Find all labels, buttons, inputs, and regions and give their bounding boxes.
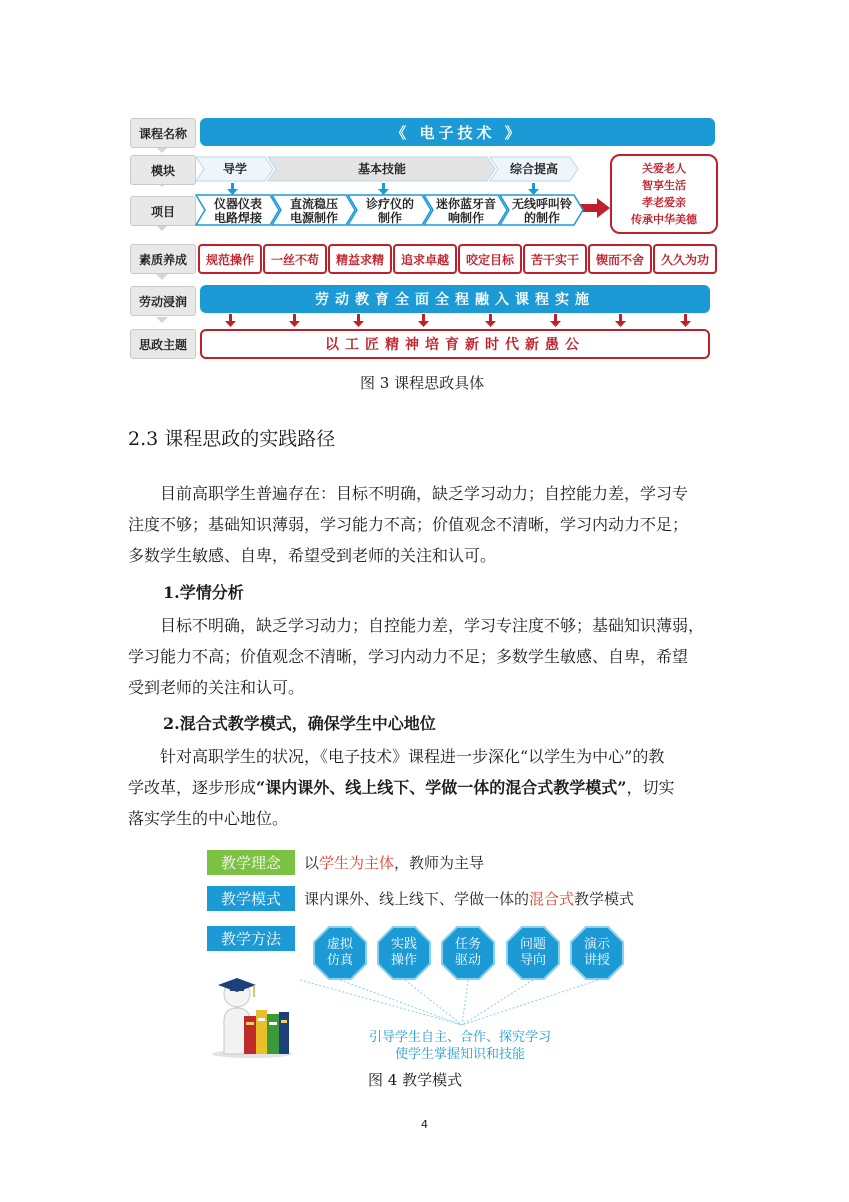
project-5-line2: 的制作 — [523, 210, 560, 225]
method-2-line2: 操作 — [390, 953, 417, 968]
project-1-line1: 仪器仪表 — [213, 196, 262, 211]
mode-red: 混合式 — [529, 890, 575, 908]
value-3: 孝老爱亲 — [642, 196, 686, 209]
value-2: 智享生活 — [642, 179, 686, 192]
module-intro: 导学 — [222, 162, 247, 176]
page-number: 4 — [421, 1118, 428, 1131]
quality-5: 咬定目标 — [458, 244, 522, 274]
project-4-line2: 响制作 — [447, 210, 484, 225]
method-5-line2: 讲授 — [583, 953, 610, 968]
concept-red: 学生为主体 — [319, 854, 395, 872]
tag-method: 教学方法 — [207, 926, 295, 951]
intro-line-2: 注度不够；基础知识薄弱，学习能力不高；价值观念不清晰，学习内动力不足； — [128, 515, 689, 534]
section-heading: 2.3 课程思政的实践路径 — [128, 428, 336, 450]
method-2-line1: 实践 — [390, 937, 417, 952]
row-label-quality: 素质养成 — [130, 244, 196, 274]
graduate-with-books-icon — [206, 966, 298, 1058]
quality-7: 锲而不舍 — [588, 244, 652, 274]
figure3-caption: 图 3 课程思政具体 — [360, 374, 485, 392]
tag-concept: 教学理念 — [207, 850, 295, 875]
goal-line-2: 使学生掌握知识和技能 — [394, 1047, 525, 1062]
method-simulation — [313, 926, 367, 980]
project-2-line2: 电源制作 — [289, 210, 338, 225]
row-label-project: 项目 — [130, 196, 196, 226]
module-basic: 基本技能 — [357, 162, 406, 176]
project-3-line2: 制作 — [377, 210, 402, 225]
method-3-line2: 驱动 — [454, 953, 481, 968]
quality-3: 精益求精 — [328, 244, 392, 274]
labor-bar: 劳动教育全面全程融入课程实施 — [200, 285, 710, 313]
subheading-1: 1.学情分析 — [163, 583, 244, 602]
figure4-caption: 图 4 教学模式 — [368, 1071, 463, 1089]
analysis-line-3: 受到老师的关注和认可。 — [128, 678, 305, 697]
analysis-line-2: 学习能力不高；价值观念不清晰，学习内动力不足；多数学生敏感、自卑，希望 — [128, 647, 689, 666]
concept-a: 以 — [304, 854, 320, 872]
method-task — [441, 926, 495, 980]
method-1-line2: 仿真 — [326, 953, 353, 968]
project-1-line2: 电路焊接 — [213, 210, 262, 225]
row-label-labor: 劳动浸润 — [130, 286, 196, 316]
intro-line-3: 多数学生敏感、自卑，希望受到老师的关注和认可。 — [128, 546, 497, 565]
quality-2: 一丝不苟 — [263, 244, 327, 274]
method-1-line1: 虚拟 — [326, 937, 353, 952]
quality-4: 追求卓越 — [393, 244, 457, 274]
mode-line-3: 落实学生的中心地位。 — [128, 809, 289, 828]
mode-line-2-c: ，切实 — [626, 778, 675, 797]
tag-mode: 教学模式 — [207, 886, 295, 911]
method-3-line1: 任务 — [454, 937, 481, 952]
mode-a: 课内课外、线上线下、学做一体的 — [304, 890, 530, 908]
method-5-line1: 演示 — [583, 937, 610, 952]
row-label-module: 模块 — [130, 155, 196, 185]
mode-line-2-a: 学改革，逐步形成 — [128, 778, 257, 797]
row-label-course: 课程名称 — [130, 118, 196, 148]
subheading-2: 2.混合式教学模式，确保学生中心地位 — [163, 714, 436, 733]
project-4-line1: 迷你蓝牙音 — [435, 196, 496, 211]
mode-line-2-bold: “课内课外、线上线下、学做一体的混合式教学模式” — [256, 778, 627, 797]
project-3-line1: 诊疗仪的 — [365, 196, 414, 211]
method-4-line2: 导向 — [519, 953, 546, 968]
concept-b: ，教师为主导 — [394, 854, 485, 872]
method-demo — [570, 926, 624, 980]
quality-1: 规范操作 — [198, 244, 262, 274]
module-advanced: 综合提高 — [509, 162, 558, 176]
project-5-line1: 无线呼叫铃 — [511, 196, 572, 211]
analysis-line-1: 目标不明确，缺乏学习动力；自控能力差，学习专注度不够；基础知识薄弱， — [160, 616, 705, 635]
course-title-bar: 《 电子技术 》 — [200, 118, 715, 146]
mode-b: 教学模式 — [574, 890, 635, 908]
row-label-theme: 思政主题 — [130, 329, 196, 359]
quality-6: 苦干实干 — [523, 244, 587, 274]
intro-line-1: 目前高职学生普遍存在：目标不明确，缺乏学习动力；自控能力差，学习专 — [160, 484, 689, 503]
value-4: 传承中华美德 — [631, 213, 697, 226]
theme-bar: 以工匠精神培育新时代新愚公 — [200, 329, 710, 359]
quality-8: 久久为功 — [653, 244, 717, 274]
goal-line-1: 引导学生自主、合作、探究学习 — [368, 1030, 551, 1045]
method-practice — [377, 926, 431, 980]
project-2-line1: 直流稳压 — [289, 196, 338, 211]
mode-line-1: 针对高职学生的状况，《电子技术》课程进一步深化“以学生为中心”的教 — [160, 747, 665, 766]
method-4-line1: 问题 — [519, 937, 546, 952]
value-1: 关爱老人 — [642, 162, 686, 175]
method-problem — [506, 926, 560, 980]
